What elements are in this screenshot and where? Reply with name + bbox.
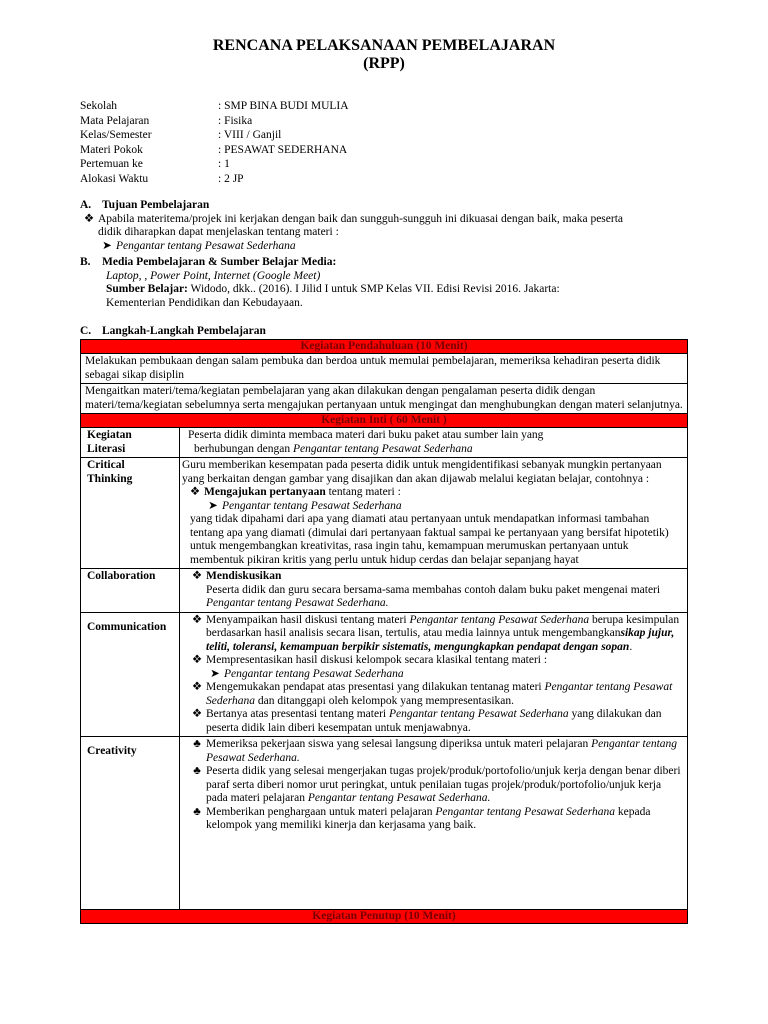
communication-row: Communication ❖ Menyampaikan hasil diskusi tentang materi Pengantar tentang Pesawat Sederhana berupa kesimpulan berdasarkan hasil analisis secara lisan, tertulis, atau media lainnya untuk mengembangkansikap jujur, teliti, toleransi, kemampuan berpikir sistematis, mengungkapkan pendapat dengan sopan. ❖ Mempresentasikan hasil diskusi kelompok secara klasikal tentang materi : ➤ Pengantar tentang Pesawat Sederhana ❖ Mengemukakan pendapat atas presentasi yang dilakukan tentanag materi Pengantar tentang Pesawat Sederhana dan ditanggapi oleh kelompok yang mempresentasikan. ❖ Bertanya atas presentasi tentang materi Pengantar tentang Pesawat Sederhana yang dilakukan dan peserta didik lain diberi kesempatan untuk menjawabnya. [81,612,688,737]
critical-label: Critical Thinking [81,458,180,569]
section-heading: B. Media Pembelajaran & Sumber Belajar Media: [80,256,337,268]
section-tujuan: A. Tujuan Pembelajaran ❖ Apabila materitema/projek ini kerjakan dengan baik dan sungguh-sungguh ini dikuasai dengan baik, maka peserta didik diharapkan dapat menjelaskan tentang materi : ➤ Pengantar tentang Pesawat Sederhana [80,199,700,253]
section-langkah [80,325,700,339]
pendahuluan-header: Kegiatan Pendahuluan (10 Menit) [81,340,688,354]
section-heading: C. Langkah-Langkah Pembelajaran [80,325,266,337]
literasi-row: Kegiatan Literasi Peserta didik diminta membaca materi dari buku paket atau sumber lain yang berhubungan dengan Pengantar tentang Pesawat Sederhana [81,428,688,458]
creativity-row: Creativity ♣ Memeriksa pekerjaan siswa yang selesai langsung diperiksa untuk materi pelajaran Pengantar tentang Pesawat Sederhana. ♣ Peserta didik yang selesai mengerjakan tugas projek/produk/portofolio/unjuk kerja dengan benar diberi paraf serta diberi nomor urut peringkat, untuk penilaian tugas projek/produk/portofolio/unjuk kerja pada materi pelajaran Pengantar tentang Pesawat Sederhana. ♣ Memberikan penghargaan untuk materi pelajaran Pengantar tentang Pesawat Sederhana kepada kelompok yang memiliki kinerja dan kerjasama yang baik. [81,737,688,910]
arrow-bullet-icon: ➤ [208,499,218,512]
steps-table [80,339,688,924]
club-bullet-icon: ♣ [193,805,201,818]
meta-row: Kelas/Semester : VIII / Ganjil [80,129,282,141]
diamond-bullet-icon: ❖ [83,212,95,225]
meta-row: Materi Pokok : PESAWAT SEDERHANA [80,143,348,156]
diamond-bullet-icon: ❖ [191,613,203,626]
diamond-bullet-icon: ❖ [191,681,203,693]
collaboration-row: Collaboration ❖ Mendiskusikan Peserta didik dan guru secara bersama-sama membahas contoh dalam buku paket mengenai materi Pengantar tentang Pesawat Sederhana. [81,569,688,613]
meta-row: Pertemuan ke : 1 [80,158,230,170]
collaboration-label: Collaboration [81,569,180,613]
inti-header: Kegiatan Inti ( 60 Menit ) [81,414,688,428]
section-media: B. Media Pembelajaran & Sumber Belajar Media: Laptop, , Power Point, Internet (Google Meet) Sumber Belajar: Widodo, dkk.. (2016). I Jilid I untuk SMP Kelas VII. Edisi Revisi 2016. Jakarta: Kementerian Pendidikan dan Kebudayaan. [80,256,700,310]
meta-row: Alokasi Waktu : 2 JP [80,172,244,185]
arrow-bullet-icon: ➤ [102,239,112,252]
pendahuluan-row: Mengaitkan materi/tema/kegiatan pembelajaran yang akan dilakukan dengan pengalaman peserta didik dengan materi/tema/kegiatan sebelumnya serta mengajukan pertanyaan untuk mengingat dan menghubungkan dengan materi selanjutnya. [81,384,688,414]
document-title: RENCANA PELAKSANAAN PEMBELAJARAN [212,37,556,54]
pendahuluan-row: Melakukan pembukaan dengan salam pembuka dan berdoa untuk memulai pembelajaran, memeriksa kehadiran peserta didik sebagai sikap disiplin [81,354,688,384]
penutup-header: Kegiatan Penutup (10 Menit) [81,910,688,924]
club-bullet-icon: ♣ [193,765,201,777]
meta-row: Sekolah : SMP BINA BUDI MULIA [80,100,349,112]
meta-row: Mata Pelajaran : Fisika [80,114,253,127]
communication-label: Communication [81,612,180,737]
club-bullet-icon: ♣ [193,738,201,750]
identity-block [80,100,680,187]
creativity-label: Creativity [81,737,180,910]
literasi-label: Kegiatan Literasi [81,428,180,458]
diamond-bullet-icon: ❖ [191,654,203,666]
diamond-bullet-icon: ❖ [191,570,203,582]
arrow-bullet-icon: ➤ [210,667,220,680]
document-subtitle: (RPP) [363,55,405,72]
critical-row: Critical Thinking Guru memberikan kesempatan pada peserta didik untuk mengidentifikasi sebanyak mungkin pertanyaan yang berkaitan dengan gambar yang disajikan dan akan dijawab melalui kegiatan belajar, contohnya : ❖ Mengajukan pertanyaan tentang materi : ➤ Pengantar tentang Pesawat Sederhana yang tidak dipahami dari apa yang diamati atau pertanyaan untuk mendapatkan informasi tambahan tentang apa yang diamati (dimulai dari pertanyaan faktual sampai ke pertanyaan yang bersifat hipotetik) untuk mengembangkan kreativitas, rasa ingin tahu, kemampuan merumuskan pertanyaan untuk membentuk pikiran kritis yang perlu untuk hidup cerdas dan belajar sepanjang hayat [81,458,688,569]
diamond-bullet-icon: ❖ [191,708,203,720]
section-heading: A. Tujuan Pembelajaran [80,199,210,211]
diamond-bullet-icon: ❖ [189,486,201,498]
